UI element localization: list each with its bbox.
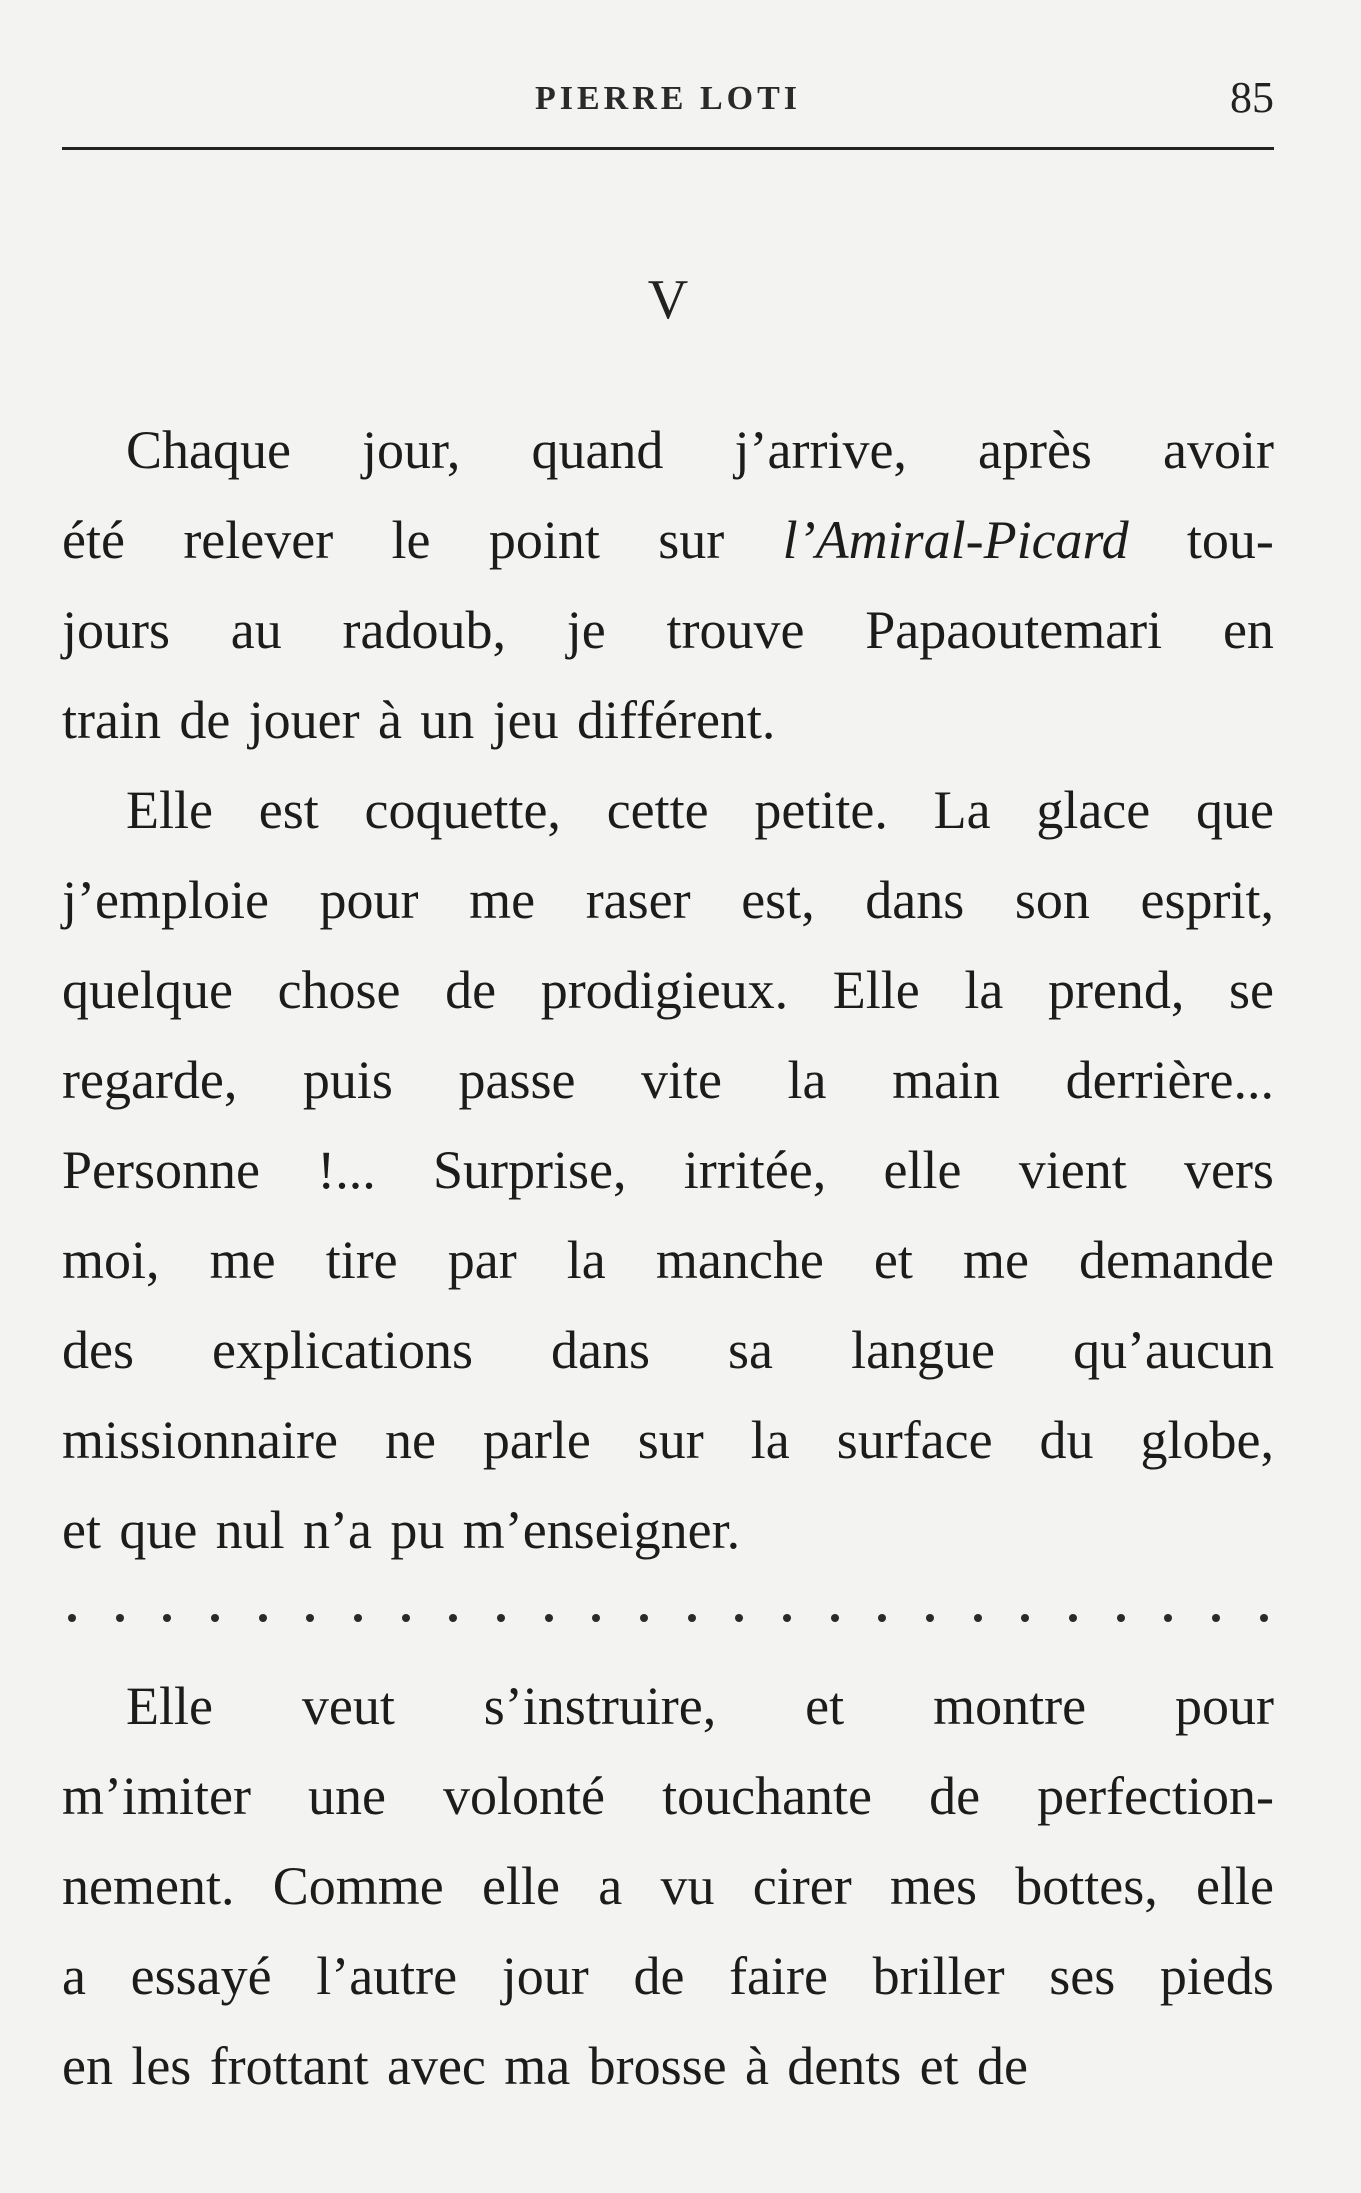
word: explications <box>212 1320 473 1380</box>
text-line <box>62 675 1274 765</box>
separator-dot <box>306 1614 314 1622</box>
word: que <box>119 1500 198 1560</box>
word: Papaoutemari <box>865 600 1163 660</box>
text-line <box>62 1485 1274 1575</box>
text-line <box>62 585 1274 675</box>
separator-dot <box>402 1614 410 1622</box>
word: en <box>1222 600 1274 660</box>
word: elle <box>883 1140 962 1200</box>
section-separator <box>62 1575 1274 1661</box>
word: jour <box>501 1946 589 2006</box>
word: Personne <box>62 1140 260 1200</box>
word: avoir <box>1163 420 1274 480</box>
word: tire <box>325 1230 398 1290</box>
separator-dot <box>688 1614 696 1622</box>
word: est, <box>741 870 815 930</box>
separator-dot <box>1164 1614 1172 1622</box>
word: faire <box>729 1946 828 2006</box>
word: pour <box>1174 1676 1274 1736</box>
text-line <box>62 1215 1274 1305</box>
word: prend, <box>1047 960 1185 1020</box>
word: et <box>62 1500 101 1560</box>
word: une <box>308 1766 386 1826</box>
text-line <box>62 405 1274 495</box>
word: la <box>750 1410 790 1470</box>
separator-dot <box>974 1614 982 1622</box>
word: sur <box>658 510 725 570</box>
body-text <box>62 405 1274 2111</box>
word: dents <box>787 2036 902 2096</box>
word: m’imiter <box>62 1766 251 1826</box>
word: de <box>976 2036 1028 2096</box>
text-line <box>62 1841 1274 1931</box>
word: est <box>258 780 319 840</box>
word: coquette, <box>364 780 561 840</box>
text-line <box>62 1125 1274 1215</box>
word: passe <box>458 1050 576 1110</box>
text-line <box>62 765 1274 855</box>
separator-dot <box>116 1614 124 1622</box>
page-number: 85 <box>1230 73 1274 122</box>
word: son <box>1014 870 1090 930</box>
separator-dot <box>640 1614 648 1622</box>
word: m’enseigner. <box>462 1500 741 1560</box>
word: ses <box>1049 1946 1116 2006</box>
word: manche <box>655 1230 824 1290</box>
word: j’emploie <box>62 870 269 930</box>
word: jour, <box>362 420 461 480</box>
word: les <box>131 2036 192 2096</box>
word: du <box>1039 1410 1094 1470</box>
word: un <box>420 690 475 750</box>
running-head-author: PIERRE LOTI <box>535 80 801 117</box>
word: en <box>62 2036 113 2096</box>
word: globe, <box>1140 1410 1274 1470</box>
text-line <box>62 2021 1274 2111</box>
word: qu’aucun <box>1073 1320 1274 1380</box>
word: de <box>445 960 497 1020</box>
separator-dot <box>497 1614 505 1622</box>
word: point <box>488 510 600 570</box>
separator-dot <box>1069 1614 1077 1622</box>
word: la <box>964 960 1004 1020</box>
word: derrière... <box>1065 1050 1274 1110</box>
separator-dot <box>735 1614 743 1622</box>
word: la <box>566 1230 606 1290</box>
word: quelque <box>62 960 233 1020</box>
word: à <box>377 690 402 750</box>
word: surface <box>836 1410 993 1470</box>
word: petite. <box>754 780 888 840</box>
word: a <box>598 1856 623 1916</box>
text-line <box>62 495 1274 585</box>
separator-dot <box>1117 1614 1125 1622</box>
chapter-number: V <box>647 269 689 331</box>
word: langue <box>851 1320 996 1380</box>
word: des <box>62 1320 134 1380</box>
word: pour <box>319 870 419 930</box>
word: cirer <box>752 1856 852 1916</box>
word: Surprise, <box>433 1140 627 1200</box>
word: vient <box>1018 1140 1127 1200</box>
text-line <box>62 1035 1274 1125</box>
word: me <box>962 1230 1029 1290</box>
separator-dot <box>1212 1614 1220 1622</box>
separator-dot <box>831 1614 839 1622</box>
word: raser <box>585 870 691 930</box>
word: train <box>62 690 161 750</box>
word: missionnaire <box>62 1410 338 1470</box>
word: La <box>933 780 991 840</box>
word: elle <box>482 1856 560 1916</box>
text-line <box>62 1305 1274 1395</box>
word: mes <box>889 1856 977 1916</box>
word: a <box>62 1946 86 2006</box>
separator-dot <box>449 1614 457 1622</box>
separator-dot <box>163 1614 171 1622</box>
word: par <box>447 1230 517 1290</box>
word: radoub, <box>342 600 506 660</box>
word: essayé <box>130 1946 272 2006</box>
text-line <box>62 1931 1274 2021</box>
word: main <box>892 1050 1001 1110</box>
separator-dot <box>68 1614 76 1622</box>
word: pu <box>390 1500 445 1560</box>
word: me <box>209 1230 276 1290</box>
word: !... <box>317 1140 376 1200</box>
word: parle <box>482 1410 591 1470</box>
word: esprit, <box>1140 870 1274 930</box>
separator-dot <box>259 1614 267 1622</box>
word: à <box>744 2036 769 2096</box>
separator-dot <box>783 1614 791 1622</box>
word: de <box>179 690 231 750</box>
word: l’autre <box>316 1946 458 2006</box>
word: jouer <box>248 690 360 750</box>
word: que <box>1195 780 1274 840</box>
word: glace <box>1036 780 1151 840</box>
separator-dot <box>926 1614 934 1622</box>
word: irritée, <box>683 1140 827 1200</box>
word: Elle <box>126 780 213 840</box>
word: jours <box>62 600 170 660</box>
word: vite <box>641 1050 722 1110</box>
word: au <box>230 600 282 660</box>
word: relever <box>183 510 334 570</box>
word: Elle <box>126 1676 213 1736</box>
word: moi, <box>62 1230 160 1290</box>
word: ne <box>384 1410 436 1470</box>
word: regarde, <box>62 1050 238 1110</box>
word: perfection- <box>1037 1766 1274 1826</box>
word: volonté <box>443 1766 606 1826</box>
word: et <box>919 2036 959 2096</box>
word: montre <box>933 1676 1087 1736</box>
running-head <box>62 72 1274 132</box>
word: chose <box>277 960 401 1020</box>
text-line <box>62 1751 1274 1841</box>
word: briller <box>872 1946 1005 2006</box>
word: et <box>873 1230 913 1290</box>
word: dans <box>551 1320 650 1380</box>
word: Chaque <box>126 420 291 480</box>
word: me <box>469 870 536 930</box>
word: vu <box>660 1856 715 1916</box>
header-rule <box>62 147 1274 150</box>
word: prodigieux. <box>540 960 789 1020</box>
word: après <box>978 420 1092 480</box>
word: demande <box>1079 1230 1274 1290</box>
separator-dot <box>545 1614 553 1622</box>
word: tou- <box>1186 510 1274 570</box>
word: de <box>929 1766 981 1826</box>
word: dans <box>865 870 965 930</box>
separator-dot <box>1260 1614 1268 1622</box>
text-line <box>62 1661 1274 1751</box>
word: cette <box>606 780 709 840</box>
word: nul <box>215 1500 285 1560</box>
word: de <box>633 1946 685 2006</box>
separator-dot <box>1021 1614 1029 1622</box>
word: frottant <box>209 2036 369 2096</box>
word: Comme <box>272 1856 444 1916</box>
word: trouve <box>666 600 805 660</box>
word: nement. <box>62 1856 235 1916</box>
word: avec <box>387 2036 486 2096</box>
word: brosse <box>588 2036 727 2096</box>
word: j’arrive, <box>734 420 907 480</box>
separator-dot <box>878 1614 886 1622</box>
word: l’Amiral-Picard <box>782 510 1129 570</box>
word: quand <box>531 420 664 480</box>
word: touchante <box>662 1766 873 1826</box>
word: n’a <box>303 1500 372 1560</box>
word: ma <box>504 2036 571 2096</box>
word: vers <box>1183 1140 1274 1200</box>
word: sa <box>728 1320 774 1380</box>
word: différent. <box>577 690 776 750</box>
word: la <box>787 1050 827 1110</box>
text-line <box>62 945 1274 1035</box>
word: Elle <box>832 960 920 1020</box>
word: pieds <box>1159 1946 1274 2006</box>
word: jeu <box>492 690 559 750</box>
word: sur <box>637 1410 704 1470</box>
word: et <box>805 1676 845 1736</box>
word: été <box>62 510 125 570</box>
word: je <box>566 600 606 660</box>
text-line <box>62 1395 1274 1485</box>
word: bottes, <box>1015 1856 1158 1916</box>
text-line <box>62 855 1274 945</box>
separator-dot <box>211 1614 219 1622</box>
separator-dot <box>592 1614 600 1622</box>
separator-dot <box>354 1614 362 1622</box>
word: puis <box>302 1050 393 1110</box>
word: elle <box>1196 1856 1274 1916</box>
word: le <box>391 510 431 570</box>
word: se <box>1229 960 1274 1020</box>
word: veut <box>301 1676 395 1736</box>
word: s’instruire, <box>483 1676 717 1736</box>
